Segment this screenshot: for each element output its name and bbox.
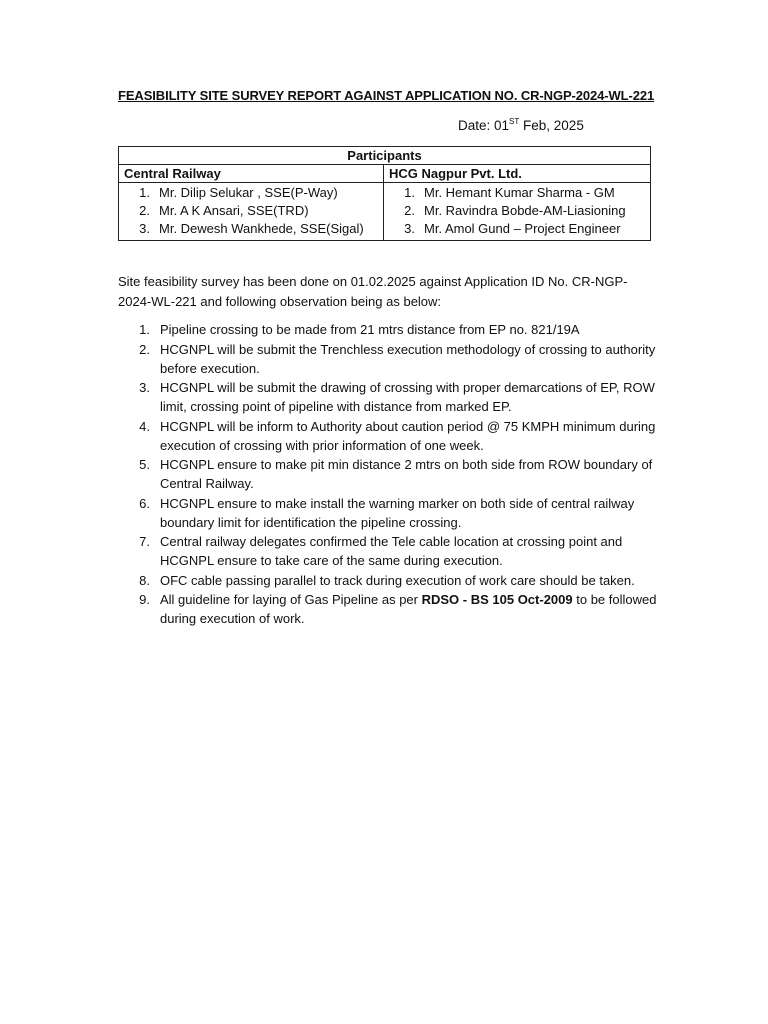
central-railway-list bbox=[124, 183, 378, 240]
observation-item bbox=[118, 532, 658, 570]
observation-text: Pipeline crossing to be made from 21 mtrs distance from EP no. 821/19A bbox=[160, 322, 580, 337]
observation-number: 5. bbox=[139, 457, 150, 472]
central-railway-heading: Central Railway bbox=[119, 165, 384, 183]
hcg-nagpur-heading: HCG Nagpur Pvt. Ltd. bbox=[384, 165, 651, 183]
list-number: 1. bbox=[404, 185, 415, 200]
bs-standard-reference: BS 105 Oct-2009 bbox=[470, 592, 573, 607]
observation-item bbox=[118, 590, 658, 628]
date-prefix: Date: 01 bbox=[458, 118, 510, 133]
list-number: 2. bbox=[139, 203, 150, 218]
observation-text-before: All guideline for laying of Gas Pipeline as per bbox=[160, 592, 422, 607]
observation-number: 9. bbox=[139, 592, 150, 607]
observation-text: HCGNPL will be submit the Trenchless execution methodology of crossing to authority before execution. bbox=[160, 341, 656, 376]
participant-item bbox=[124, 184, 378, 202]
list-number: 3. bbox=[404, 221, 415, 236]
participant-item bbox=[389, 202, 645, 220]
list-number: 2. bbox=[404, 203, 415, 218]
participant-item bbox=[389, 220, 645, 238]
report-title: FEASIBILITY SITE SURVEY REPORT AGAINST APPLICATION NO. CR-NGP-2024-WL-221 bbox=[118, 88, 655, 103]
observation-item bbox=[118, 378, 658, 416]
observation-item bbox=[118, 571, 658, 590]
observation-text: HCGNPL will be submit the drawing of crossing with proper demarcations of EP, ROW limit, crossing point of pipeline with distance from marked EP. bbox=[160, 380, 655, 414]
observation-item bbox=[118, 494, 658, 532]
intro-paragraph: Site feasibility survey has been done on 01.02.2025 against Application ID No. CR-NGP-2024-WL-221 and following observation being as below: bbox=[118, 274, 628, 309]
observation-number: 4. bbox=[139, 418, 150, 434]
participant-item bbox=[389, 184, 645, 202]
observation-text: OFC cable passing parallel to track during execution of work care should be taken. bbox=[160, 572, 635, 588]
participant-name: Mr. Hemant Kumar Sharma - GM bbox=[424, 185, 615, 200]
participants-heading: Participants bbox=[119, 147, 651, 165]
participants-table bbox=[118, 146, 651, 241]
hcg-nagpur-list bbox=[389, 183, 645, 240]
observation-number: 1. bbox=[139, 322, 150, 337]
observation-item bbox=[118, 340, 658, 378]
participant-name: Mr. Dewesh Wankhede, SSE(Sigal) bbox=[159, 221, 364, 236]
observation-item bbox=[118, 455, 658, 493]
list-number: 3. bbox=[139, 221, 150, 236]
observation-number: 7. bbox=[139, 534, 150, 549]
participant-name: Mr. Dilip Selukar , SSE(P-Way) bbox=[159, 185, 338, 200]
observation-item bbox=[118, 417, 658, 455]
observation-text: Central railway delegates confirmed the Tele cable location at crossing point and HCGNPL ensure to take care of the same during execution. bbox=[160, 534, 623, 568]
observation-number: 2. bbox=[139, 341, 150, 357]
reference-separator: - bbox=[459, 592, 471, 607]
observation-text: HCGNPL ensure to make install the warning marker on both side of central railway boundary limit for identification the pipeline crossing. bbox=[160, 495, 635, 530]
participant-name: Mr. Ravindra Bobde-AM-Liasioning bbox=[424, 203, 626, 218]
date-superscript: ST bbox=[509, 117, 520, 126]
observation-text: HCGNPL will be inform to Authority about caution period @ 75 KMPH minimum during execution of crossing with prior information of one week. bbox=[160, 418, 656, 453]
observation-item bbox=[118, 320, 658, 339]
participant-item bbox=[124, 202, 378, 220]
observation-number: 3. bbox=[139, 380, 150, 395]
central-railway-cell bbox=[119, 183, 384, 241]
participant-name: Mr. A K Ansari, SSE(TRD) bbox=[159, 203, 309, 218]
participant-item bbox=[124, 220, 378, 238]
list-number: 1. bbox=[139, 185, 150, 200]
observation-number: 8. bbox=[139, 572, 150, 588]
observation-text-after: to be followed during execution of work. bbox=[160, 592, 657, 626]
observations-list bbox=[118, 320, 658, 629]
observation-text: HCGNPL ensure to make pit min distance 2 mtrs on both side from ROW boundary of Central Railway. bbox=[160, 457, 653, 491]
report-date bbox=[458, 117, 584, 133]
rdso-reference: RDSO bbox=[421, 592, 460, 607]
date-suffix: Feb, 2025 bbox=[519, 118, 584, 133]
participant-name: Mr. Amol Gund – Project Engineer bbox=[424, 221, 621, 236]
observation-number: 6. bbox=[139, 495, 150, 511]
hcg-nagpur-cell bbox=[384, 183, 651, 241]
